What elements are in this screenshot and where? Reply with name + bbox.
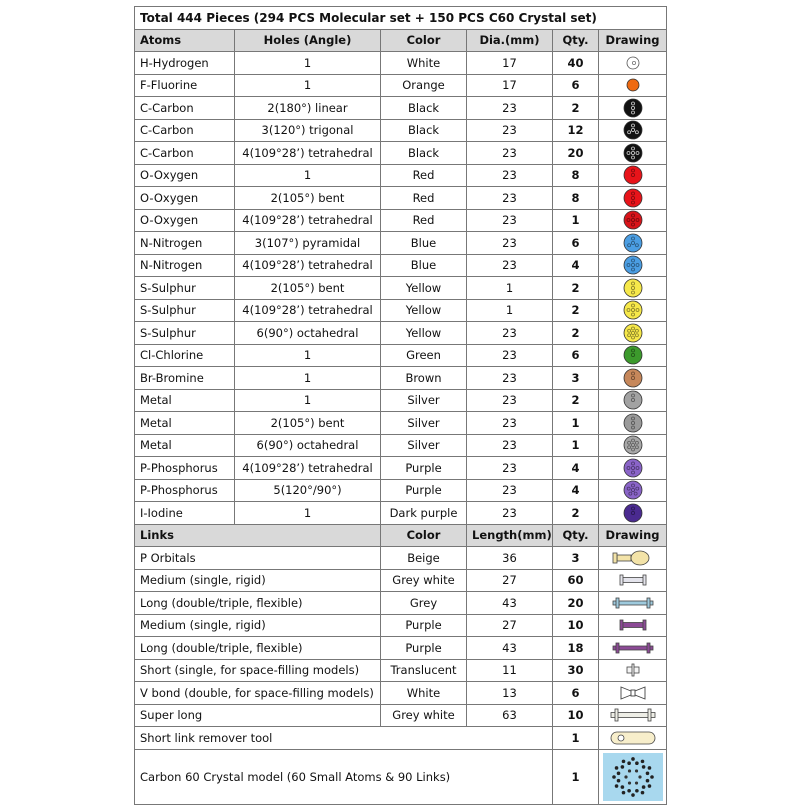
atom-dia: 23 (467, 187, 553, 210)
link-name: Medium (single, rigid) (135, 614, 381, 637)
atom-ball-icon (622, 120, 644, 140)
atom-color: Purple (381, 457, 467, 480)
atom-color: Brown (381, 367, 467, 390)
atom-drawing (599, 434, 667, 457)
atom-holes: 4(109°28’) tetrahedral (235, 299, 381, 322)
atom-row (135, 412, 667, 435)
atom-row (135, 299, 667, 322)
atom-drawing (599, 277, 667, 300)
atom-dia: 23 (467, 322, 553, 345)
atom-color: Yellow (381, 299, 467, 322)
atom-drawing (599, 232, 667, 255)
qty-header: Qty. (553, 29, 599, 52)
link-color: Grey white (381, 569, 467, 592)
atom-dia: 23 (467, 457, 553, 480)
link-row (135, 659, 667, 682)
link-orbital-icon (607, 548, 659, 568)
atom-ball-icon (622, 255, 644, 275)
link-name: Long (double/triple, flexible) (135, 637, 381, 660)
link-length: 27 (467, 569, 553, 592)
link-qty: 6 (553, 682, 599, 705)
atom-ball-icon (622, 300, 644, 320)
atom-dia: 23 (467, 232, 553, 255)
atom-drawing (599, 299, 667, 322)
atom-row (135, 434, 667, 457)
link-name: V bond (double, for space-filling models) (135, 682, 381, 705)
link-row (135, 547, 667, 570)
atom-row (135, 119, 667, 142)
atom-dia: 23 (467, 502, 553, 525)
atom-color: Black (381, 142, 467, 165)
atom-row (135, 164, 667, 187)
atom-holes: 2(105°) bent (235, 277, 381, 300)
atom-ball-icon (622, 233, 644, 253)
atom-ball-icon (622, 390, 644, 410)
atom-dia: 23 (467, 254, 553, 277)
link-name: Short (single, for space-filling models) (135, 659, 381, 682)
atom-holes: 2(105°) bent (235, 412, 381, 435)
table-title: Total 444 Pieces (294 PCS Molecular set + 150 PCS C60 Crystal set) (135, 7, 667, 30)
atom-drawing (599, 119, 667, 142)
link-drawing (599, 704, 667, 727)
atom-dia: 23 (467, 119, 553, 142)
link-drawing (599, 569, 667, 592)
link-drawing (599, 547, 667, 570)
remover-tool-icon (607, 728, 659, 748)
link-drawing (599, 659, 667, 682)
link-color: Beige (381, 547, 467, 570)
link-drawing (599, 637, 667, 660)
atom-color: Blue (381, 254, 467, 277)
atom-qty: 2 (553, 502, 599, 525)
tool-drawing (599, 727, 667, 750)
atom-name: C-Carbon (135, 142, 235, 165)
atom-qty: 8 (553, 187, 599, 210)
atom-qty: 1 (553, 209, 599, 232)
link-qty: 30 (553, 659, 599, 682)
atom-holes: 4(109°28’) tetrahedral (235, 142, 381, 165)
atom-qty: 20 (553, 142, 599, 165)
tool-row (135, 727, 667, 750)
atom-drawing (599, 389, 667, 412)
atom-holes: 2(105°) bent (235, 187, 381, 210)
atom-color: Purple (381, 479, 467, 502)
link-name: Long (double/triple, flexible) (135, 592, 381, 615)
atom-color: Silver (381, 412, 467, 435)
link-color-header: Color (381, 524, 467, 547)
links-header: Links (135, 524, 381, 547)
link-qty: 10 (553, 704, 599, 727)
atom-holes: 6(90°) octahedral (235, 322, 381, 345)
atom-row (135, 389, 667, 412)
link-row (135, 569, 667, 592)
atom-name: Metal (135, 434, 235, 457)
atom-drawing (599, 502, 667, 525)
atom-color: Blue (381, 232, 467, 255)
atom-row (135, 502, 667, 525)
atom-ball-icon (622, 480, 644, 500)
atom-holes: 4(109°28’) tetrahedral (235, 457, 381, 480)
atom-dia: 23 (467, 142, 553, 165)
link-qty: 3 (553, 547, 599, 570)
atom-ball-icon (622, 53, 644, 73)
atom-name: O-Oxygen (135, 209, 235, 232)
atom-dia: 23 (467, 412, 553, 435)
atom-ball-icon (622, 435, 644, 455)
atom-qty: 40 (553, 52, 599, 75)
atom-drawing (599, 344, 667, 367)
link-row (135, 637, 667, 660)
atom-row (135, 232, 667, 255)
parts-table (134, 6, 667, 805)
link-color: Grey white (381, 704, 467, 727)
atom-drawing (599, 367, 667, 390)
atom-holes: 2(180°) linear (235, 97, 381, 120)
c60-drawing (599, 749, 667, 804)
link-drawing (599, 614, 667, 637)
atom-name: S-Sulphur (135, 322, 235, 345)
atom-ball-icon (622, 143, 644, 163)
atom-row (135, 457, 667, 480)
c60-model-icon (602, 752, 664, 802)
atom-drawing (599, 457, 667, 480)
atom-color: Red (381, 187, 467, 210)
atom-holes: 4(109°28’) tetrahedral (235, 209, 381, 232)
link-length: 43 (467, 637, 553, 660)
atom-drawing (599, 187, 667, 210)
link-name: P Orbitals (135, 547, 381, 570)
atom-dia: 23 (467, 389, 553, 412)
link-long-icon (607, 638, 659, 658)
link-name: Super long (135, 704, 381, 727)
link-qty-header: Qty. (553, 524, 599, 547)
atom-ball-icon (622, 323, 644, 343)
atom-color: Dark purple (381, 502, 467, 525)
atom-qty: 1 (553, 434, 599, 457)
atom-name: C-Carbon (135, 97, 235, 120)
atom-holes: 1 (235, 367, 381, 390)
atom-color: Silver (381, 389, 467, 412)
link-medium-icon (607, 615, 659, 635)
atom-name: O-Oxygen (135, 187, 235, 210)
link-qty: 20 (553, 592, 599, 615)
link-drawing (599, 592, 667, 615)
atom-dia: 17 (467, 52, 553, 75)
atom-qty: 8 (553, 164, 599, 187)
atom-ball-icon (622, 503, 644, 523)
atom-row (135, 209, 667, 232)
atom-drawing (599, 254, 667, 277)
atom-drawing (599, 479, 667, 502)
atom-ball-icon (622, 458, 644, 478)
link-color: White (381, 682, 467, 705)
dia-header: Dia.(mm) (467, 29, 553, 52)
atom-qty: 2 (553, 322, 599, 345)
link-color: Grey (381, 592, 467, 615)
link-length: 27 (467, 614, 553, 637)
atom-name: S-Sulphur (135, 277, 235, 300)
link-qty: 60 (553, 569, 599, 592)
title-row (135, 7, 667, 30)
c60-row (135, 749, 667, 804)
atom-name: Metal (135, 389, 235, 412)
atom-qty: 1 (553, 412, 599, 435)
atom-row (135, 97, 667, 120)
link-long-icon (607, 593, 659, 613)
atom-row (135, 479, 667, 502)
atom-holes: 1 (235, 389, 381, 412)
atom-name: F-Fluorine (135, 74, 235, 97)
atom-qty: 6 (553, 74, 599, 97)
link-drawing-header: Drawing (599, 524, 667, 547)
atom-ball-icon (622, 75, 644, 95)
atom-drawing (599, 209, 667, 232)
atom-drawing (599, 322, 667, 345)
atom-qty: 4 (553, 254, 599, 277)
atom-qty: 4 (553, 457, 599, 480)
atom-holes: 3(120°) trigonal (235, 119, 381, 142)
link-medium-icon (607, 570, 659, 590)
atom-ball-icon (622, 210, 644, 230)
tool-qty: 1 (553, 727, 599, 750)
c60-name: Carbon 60 Crystal model (60 Small Atoms & 90 Links) (135, 749, 553, 804)
atom-name: Cl-Chlorine (135, 344, 235, 367)
atom-row (135, 322, 667, 345)
link-row (135, 682, 667, 705)
atom-dia: 1 (467, 299, 553, 322)
link-color: Translucent (381, 659, 467, 682)
atom-color: Yellow (381, 277, 467, 300)
atom-color: Green (381, 344, 467, 367)
link-row (135, 704, 667, 727)
atom-dia: 23 (467, 434, 553, 457)
link-qty: 10 (553, 614, 599, 637)
c60-qty: 1 (553, 749, 599, 804)
link-length: 43 (467, 592, 553, 615)
atom-row (135, 142, 667, 165)
atoms-header: Atoms (135, 29, 235, 52)
atom-name: I-Iodine (135, 502, 235, 525)
link-name: Medium (single, rigid) (135, 569, 381, 592)
atom-drawing (599, 142, 667, 165)
link-row (135, 614, 667, 637)
atom-name: N-Nitrogen (135, 254, 235, 277)
length-header: Length(mm) (467, 524, 553, 547)
atom-holes: 1 (235, 502, 381, 525)
atom-drawing (599, 164, 667, 187)
atom-row (135, 367, 667, 390)
atom-color: White (381, 52, 467, 75)
atom-qty: 3 (553, 367, 599, 390)
atom-row (135, 187, 667, 210)
link-color: Purple (381, 614, 467, 637)
atom-name: H-Hydrogen (135, 52, 235, 75)
atom-drawing (599, 52, 667, 75)
atom-drawing (599, 412, 667, 435)
atom-qty: 6 (553, 344, 599, 367)
atom-name: Metal (135, 412, 235, 435)
atom-holes: 1 (235, 52, 381, 75)
drawing-header: Drawing (599, 29, 667, 52)
atom-dia: 17 (467, 74, 553, 97)
atom-name: N-Nitrogen (135, 232, 235, 255)
link-length: 13 (467, 682, 553, 705)
atom-holes: 1 (235, 164, 381, 187)
atom-ball-icon (622, 345, 644, 365)
atom-dia: 23 (467, 344, 553, 367)
atom-qty: 12 (553, 119, 599, 142)
atom-dia: 23 (467, 209, 553, 232)
atom-row (135, 277, 667, 300)
atom-qty: 6 (553, 232, 599, 255)
atom-name: P-Phosphorus (135, 479, 235, 502)
atom-holes: 3(107°) pyramidal (235, 232, 381, 255)
atom-row (135, 52, 667, 75)
atom-row (135, 74, 667, 97)
link-row (135, 592, 667, 615)
link-length: 63 (467, 704, 553, 727)
atom-qty: 2 (553, 389, 599, 412)
atom-qty: 2 (553, 277, 599, 300)
atom-ball-icon (622, 98, 644, 118)
link-length: 11 (467, 659, 553, 682)
atom-color: Red (381, 164, 467, 187)
link-qty: 18 (553, 637, 599, 660)
atom-qty: 2 (553, 299, 599, 322)
atom-ball-icon (622, 165, 644, 185)
atom-name: S-Sulphur (135, 299, 235, 322)
atom-color: Red (381, 209, 467, 232)
link-length: 36 (467, 547, 553, 570)
atom-color: Silver (381, 434, 467, 457)
atom-dia: 23 (467, 367, 553, 390)
atom-ball-icon (622, 278, 644, 298)
atom-drawing (599, 97, 667, 120)
atom-ball-icon (622, 413, 644, 433)
atom-holes: 1 (235, 74, 381, 97)
atom-holes: 6(90°) octahedral (235, 434, 381, 457)
link-color: Purple (381, 637, 467, 660)
holes-header: Holes (Angle) (235, 29, 381, 52)
atom-dia: 1 (467, 277, 553, 300)
link-super-icon (607, 705, 659, 725)
atom-holes: 1 (235, 344, 381, 367)
tool-name: Short link remover tool (135, 727, 553, 750)
atom-drawing (599, 74, 667, 97)
atom-qty: 2 (553, 97, 599, 120)
atom-row (135, 344, 667, 367)
atom-name: Br-Bromine (135, 367, 235, 390)
atom-color: Black (381, 97, 467, 120)
atom-holes: 5(120°/90°) (235, 479, 381, 502)
atom-name: P-Phosphorus (135, 457, 235, 480)
color-header: Color (381, 29, 467, 52)
atom-holes: 4(109°28’) tetrahedral (235, 254, 381, 277)
atom-color: Black (381, 119, 467, 142)
link-vbond-icon (607, 683, 659, 703)
atom-ball-icon (622, 188, 644, 208)
link-short-icon (607, 660, 659, 680)
atom-row (135, 254, 667, 277)
atom-color: Orange (381, 74, 467, 97)
links-header-row (135, 524, 667, 547)
atom-dia: 23 (467, 164, 553, 187)
atom-name: O-Oxygen (135, 164, 235, 187)
atom-dia: 23 (467, 479, 553, 502)
atom-name: C-Carbon (135, 119, 235, 142)
atom-color: Yellow (381, 322, 467, 345)
atom-ball-icon (622, 368, 644, 388)
atom-dia: 23 (467, 97, 553, 120)
atom-qty: 4 (553, 479, 599, 502)
link-drawing (599, 682, 667, 705)
atoms-header-row (135, 29, 667, 52)
